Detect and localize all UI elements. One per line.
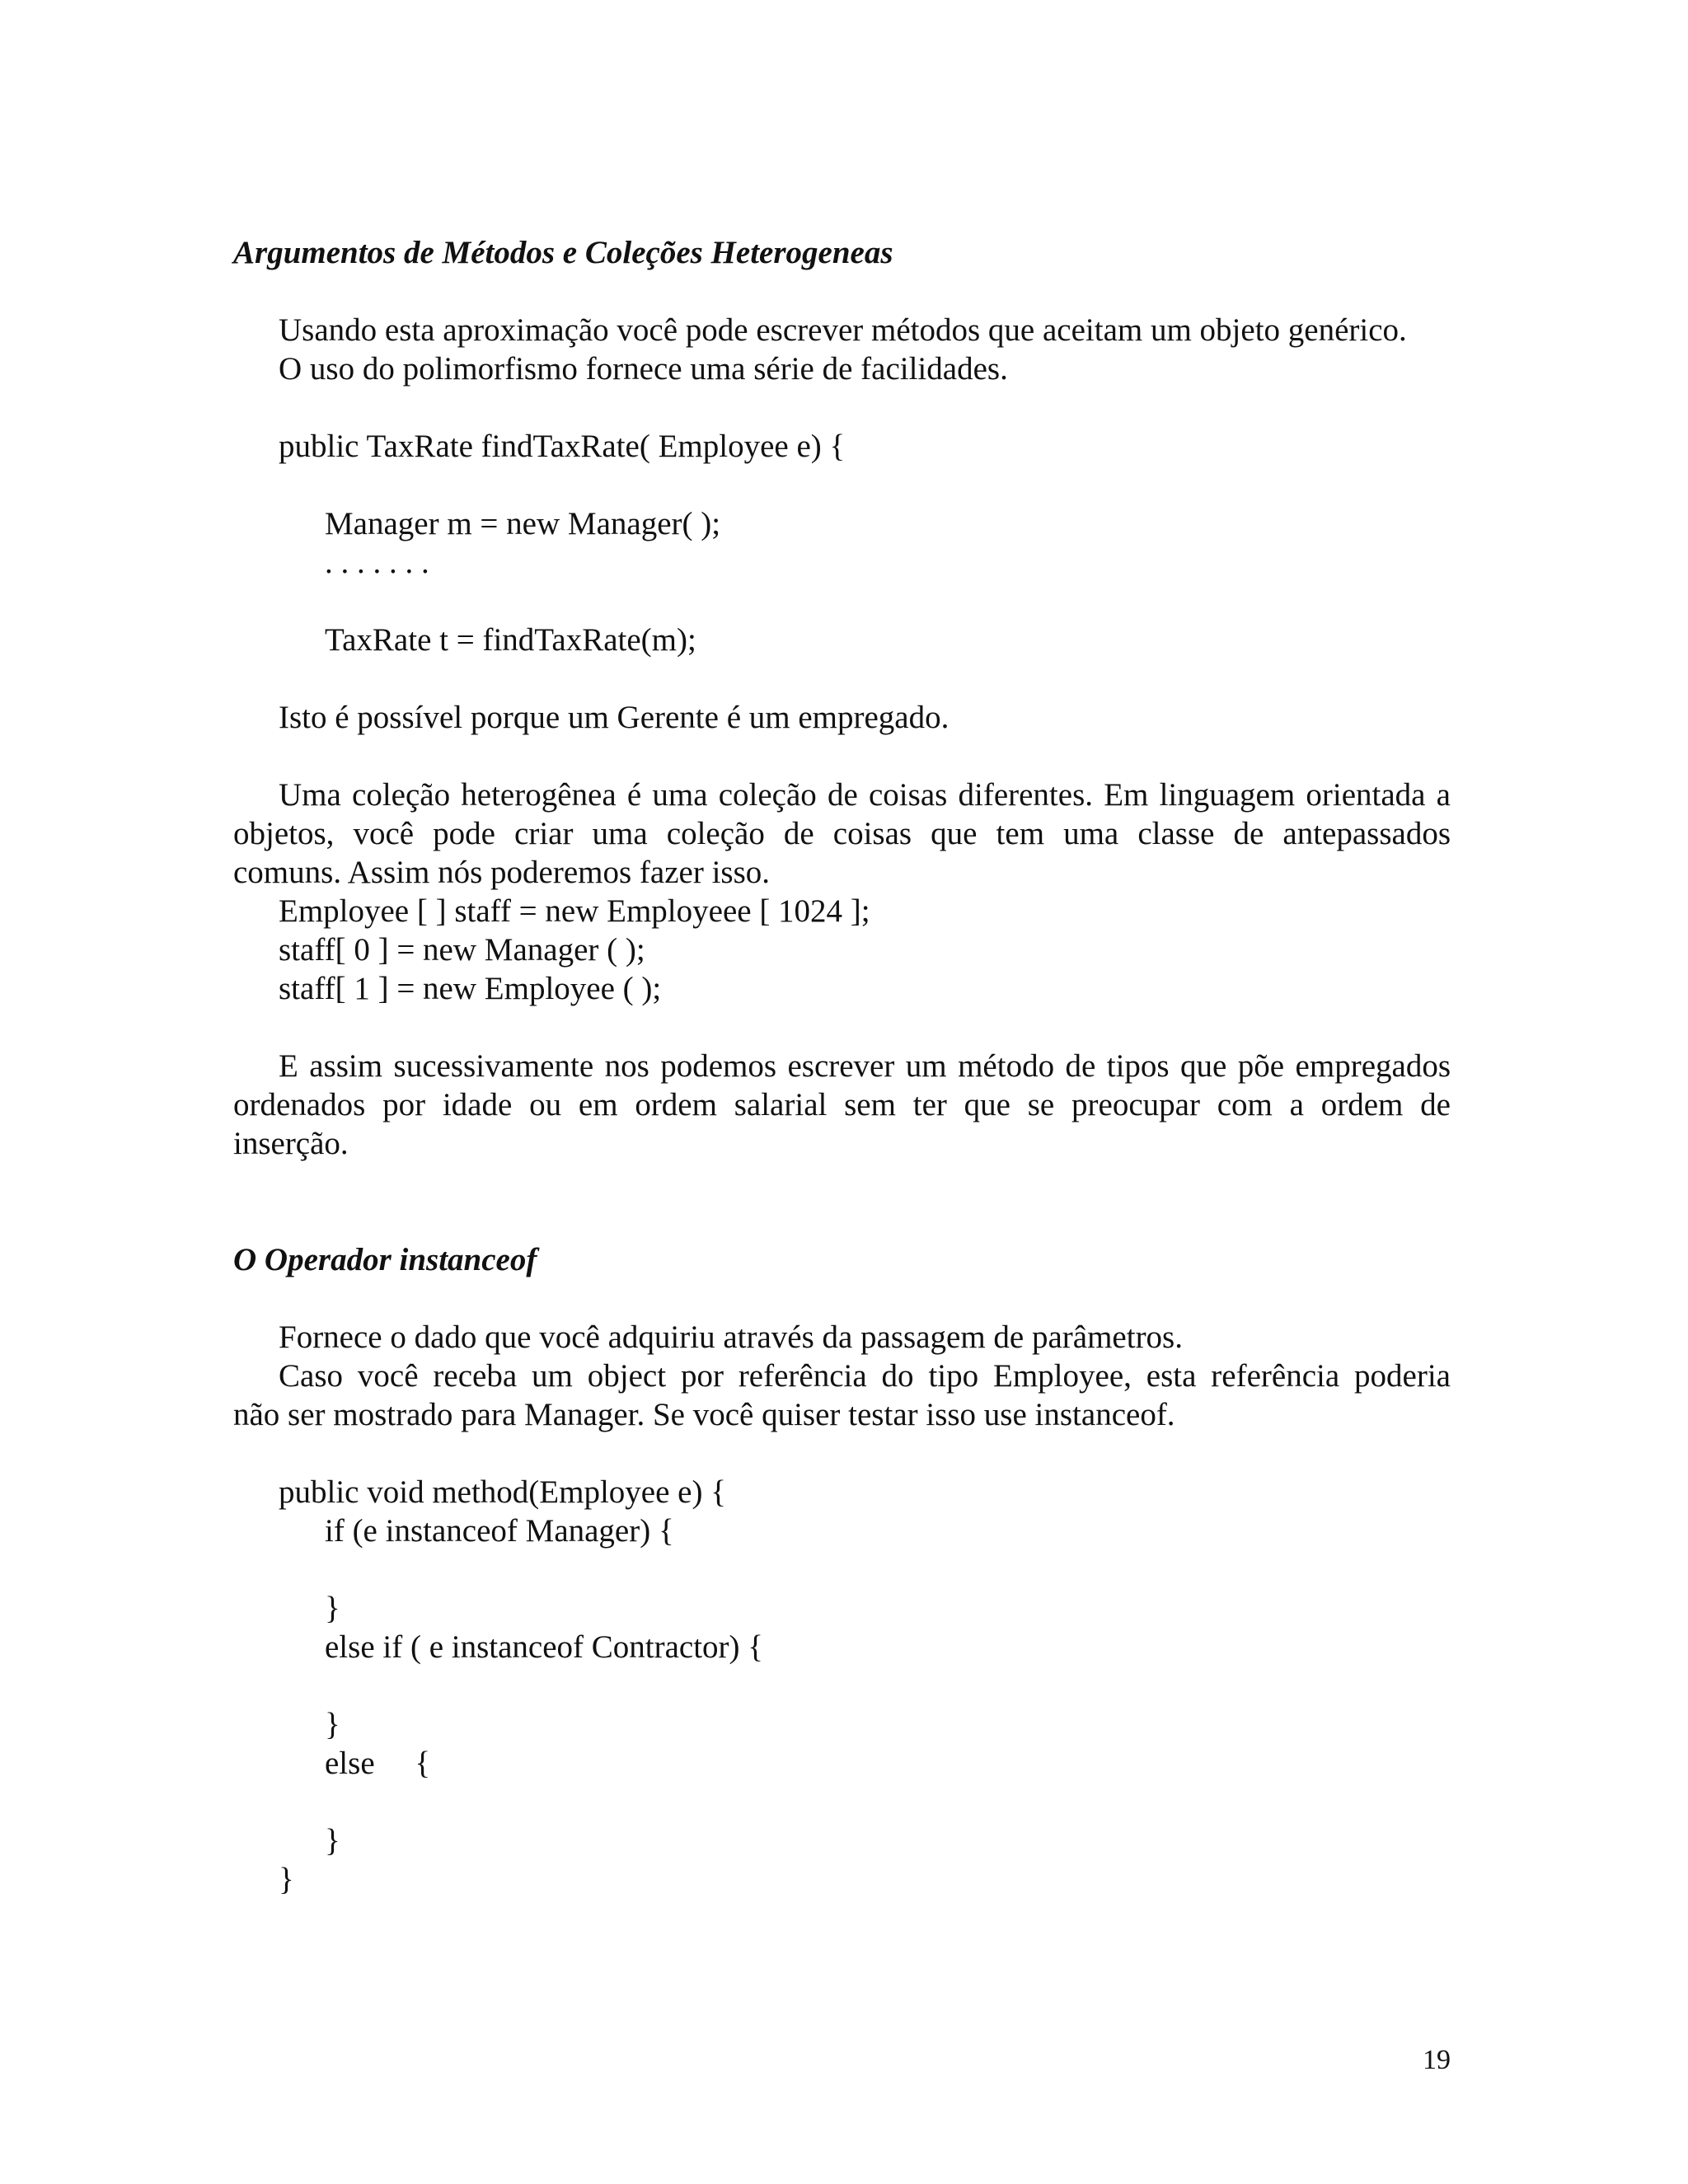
intro-line: O uso do polimorfismo fornece uma série de facilidades.: [279, 351, 1008, 387]
collection-para-line: comuns. Assim nós poderemos fazer isso.: [233, 855, 771, 890]
code-line: }: [325, 1823, 340, 1858]
collection-para-line: objetos, você pode criar uma coleção de coisas que tem uma classe de antepassados: [233, 816, 1451, 851]
code-line: }: [279, 1862, 294, 1897]
code-line: if (e instanceof Manager) {: [325, 1513, 674, 1549]
code-line: public void method(Employee e) {: [279, 1474, 726, 1510]
code-line: public TaxRate findTaxRate( Employee e) {: [279, 429, 846, 464]
code-line: else {: [325, 1746, 431, 1781]
code-line: else if ( e instanceof Contractor) {: [325, 1629, 764, 1665]
collection-para-line: Uma coleção heterogênea é uma coleção de coisas diferentes. Em linguagem orientada a: [279, 777, 1451, 813]
closing-para-line: inserção.: [233, 1126, 349, 1161]
code-line: TaxRate t = findTaxRate(m);: [325, 622, 696, 658]
section-heading-instanceof: O Operador instanceof: [233, 1242, 537, 1277]
code-line: Employee [ ] staff = new Employeee [ 1024 ];: [279, 893, 870, 929]
section-heading-methods: Argumentos de Métodos e Coleções Heterogeneas: [233, 235, 893, 270]
page-number: 19: [1423, 2045, 1451, 2075]
code-line: staff[ 0 ] = new Manager ( );: [279, 932, 645, 968]
instanceof-para-line: Caso você receba um object por referência do tipo Employee, esta referência poderia: [279, 1358, 1451, 1394]
code-line: Manager m = new Manager( );: [325, 506, 721, 541]
code-line: }: [325, 1707, 340, 1742]
instanceof-para-line: não ser mostrado para Manager. Se você quiser testar isso use instanceof.: [233, 1397, 1175, 1432]
intro-line: Usando esta aproximação você pode escrever métodos que aceitam um objeto genérico.: [279, 312, 1407, 348]
code-line: }: [325, 1591, 340, 1626]
explanation-line: Isto é possível porque um Gerente é um empregado.: [279, 700, 950, 735]
closing-para-line: ordenados por idade ou em ordem salarial sem ter que se preocupar com a ordem de: [233, 1087, 1451, 1122]
code-line: . . . . . . .: [325, 545, 429, 580]
code-line: staff[ 1 ] = new Employee ( );: [279, 971, 662, 1006]
instanceof-para-line: Fornece o dado que você adquiriu através da passagem de parâmetros.: [279, 1319, 1183, 1355]
closing-para-line: E assim sucessivamente nos podemos escrever um método de tipos que põe empregados: [279, 1048, 1451, 1084]
